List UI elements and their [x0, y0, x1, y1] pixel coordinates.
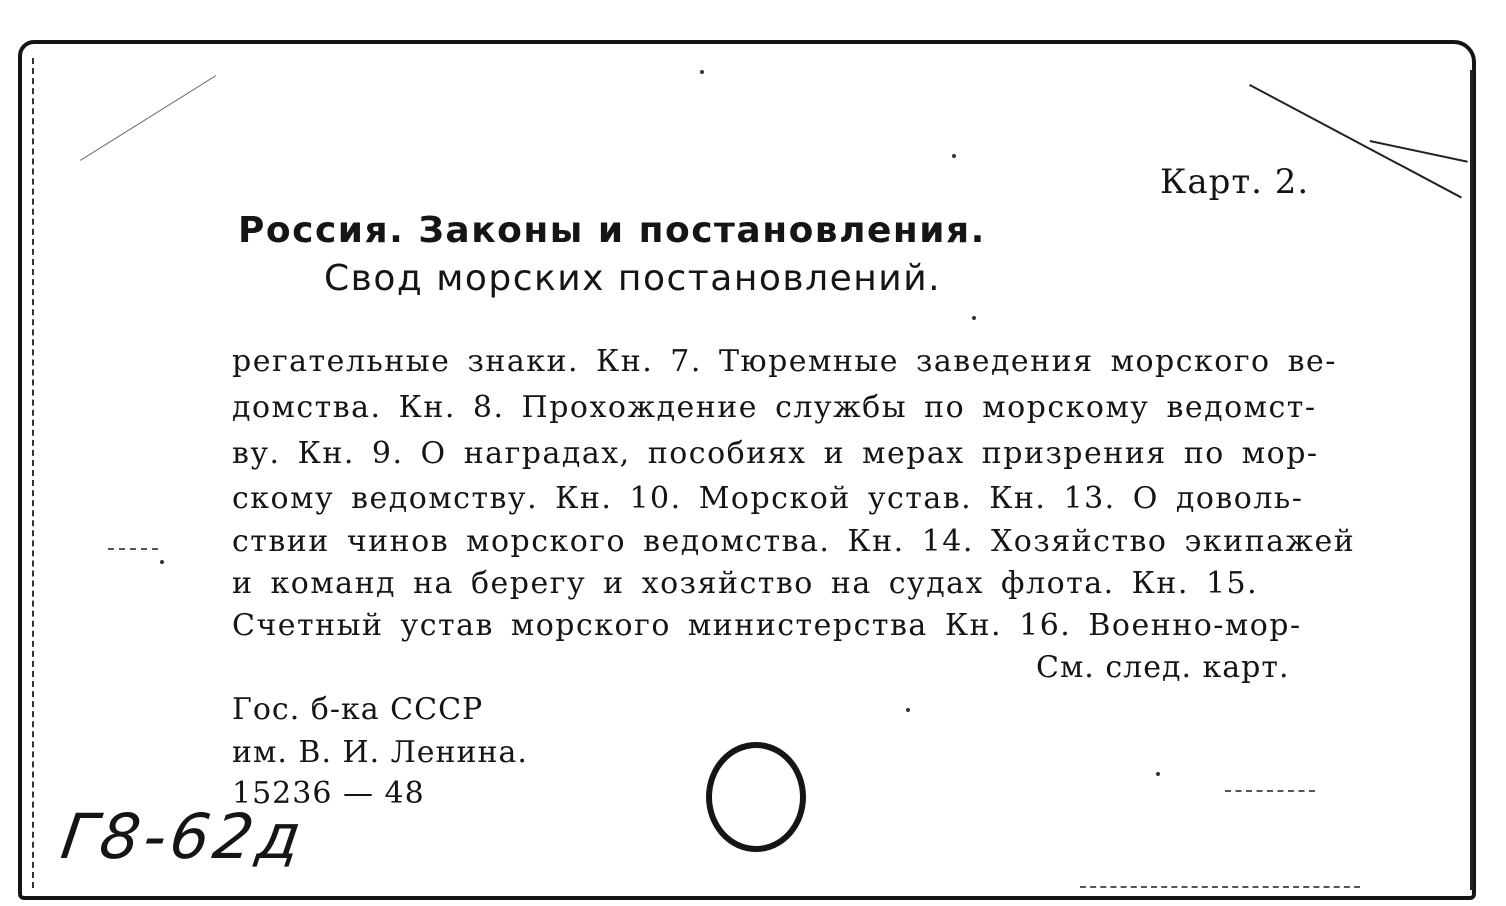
- speck: [700, 70, 704, 74]
- body-text-line: домства. Кн. 8. Прохождение службы по морскому ведомст-: [232, 390, 1317, 425]
- body-text-line: ствии чинов морского ведомства. Кн. 14. Хозяйство экипажей: [232, 524, 1356, 559]
- right-edge-rule: [1470, 70, 1473, 890]
- speck: [972, 316, 976, 320]
- body-text-line: Счетный устав морского министерства Кн. 16. Военно-мор-: [232, 608, 1302, 643]
- dashed-mark: [1225, 790, 1315, 792]
- body-text-line: регательные знаки. Кн. 7. Тюремные заведения морского ве-: [232, 344, 1337, 379]
- see-next-card: См. след. карт.: [1036, 650, 1290, 685]
- body-text-line: ву. Кн. 9. О наградах, пособиях и мерах призрения по мор-: [232, 436, 1319, 471]
- handwritten-shelfmark: Г8-62д: [56, 800, 310, 873]
- card-number: Карт. 2.: [1160, 162, 1310, 202]
- left-margin-rule: [32, 58, 34, 888]
- print-order-number: 15236 — 48: [232, 776, 425, 811]
- heading-line-1: Россия. Законы и постановления.: [238, 210, 986, 251]
- library-name: Гос. б-ка СССР: [232, 692, 484, 727]
- body-text-line: и команд на берегу и хозяйство на судах флота. Кн. 15.: [232, 566, 1259, 601]
- speck: [952, 154, 956, 158]
- speck: [906, 708, 910, 712]
- heading-line-2: Свод морских постановлений.: [324, 258, 942, 299]
- dashed-mark: [1080, 886, 1360, 888]
- speck: [1156, 772, 1160, 776]
- library-dedication: им. В. И. Ленина.: [232, 735, 528, 770]
- body-text-line: скому ведомству. Кн. 10. Морской устав. Кн. 13. О доволь-: [232, 481, 1304, 516]
- dashed-mark: [108, 548, 158, 550]
- speck: [160, 560, 164, 564]
- punch-hole: [706, 742, 806, 852]
